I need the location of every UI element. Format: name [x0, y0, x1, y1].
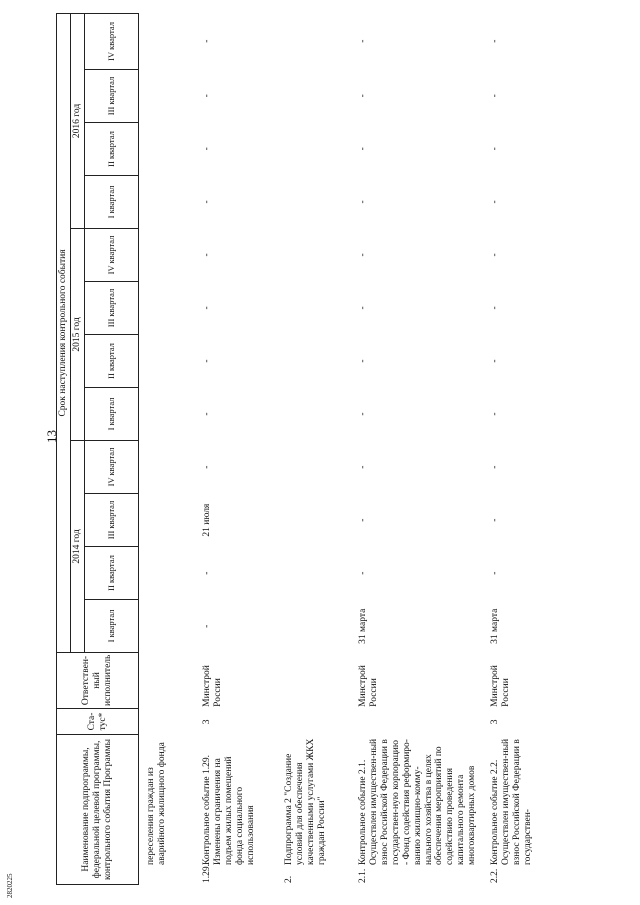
header-year-2016: 2016 год — [71, 13, 85, 228]
row-term-cell: - — [358, 465, 368, 469]
row-status: 3 — [490, 719, 500, 725]
page-number: 13 — [44, 430, 59, 443]
row-term-cell — [144, 334, 200, 387]
header-quarter: I квартал — [85, 387, 139, 440]
row-term-cell: - — [358, 518, 368, 522]
row-term-cell — [282, 388, 356, 441]
table-row — [200, 13, 282, 885]
row-term-cell — [144, 122, 200, 175]
row-term-cell: - — [490, 518, 500, 522]
row-term-cell — [282, 494, 356, 547]
row-term-cell: - — [202, 200, 212, 204]
row-term-cell: - — [202, 253, 212, 257]
row-term-cell: - — [490, 359, 500, 363]
row-term-cell — [282, 334, 356, 387]
row-term-cell — [144, 13, 200, 69]
row-term-cell: - — [358, 200, 368, 204]
header-quarter: IV квартал — [85, 440, 139, 493]
header-quarter: I квартал — [85, 175, 139, 228]
header-quarter: II квартал — [85, 122, 139, 175]
row-term-cell — [144, 600, 200, 653]
row-term-cell — [144, 228, 200, 281]
header-name: Наименование подпрограммы, федеральной целевой программы, контрольного события Программы — [57, 734, 139, 884]
table-row — [488, 13, 584, 885]
table-row — [356, 13, 488, 885]
row-term-cell: - — [490, 571, 500, 575]
row-term-cell: - — [358, 253, 368, 257]
document-code: 2820225 — [6, 873, 14, 898]
row-term-cell: - — [202, 39, 212, 43]
row-term-cell: - — [358, 39, 368, 43]
table-row — [282, 13, 356, 885]
row-number: 1.29. — [202, 864, 212, 883]
row-term-cell — [144, 388, 200, 441]
row-term-cell — [282, 441, 356, 494]
header-status: Ста-тус* — [57, 708, 139, 734]
row-term-cell: - — [202, 306, 212, 310]
row-term-cell — [144, 494, 200, 547]
row-executor — [144, 653, 200, 709]
row-term-cell: - — [490, 253, 500, 257]
header-quarter: II квартал — [85, 546, 139, 599]
row-number — [144, 867, 200, 885]
row-status — [144, 709, 200, 735]
header-quarter: III квартал — [85, 281, 139, 334]
row-term-cell: - — [202, 624, 212, 628]
row-term-cell: - — [490, 200, 500, 204]
header-year-2014: 2014 год — [71, 440, 85, 652]
row-term-cell: - — [358, 306, 368, 310]
control-events-table — [56, 13, 139, 885]
row-name: Контрольное событие 2.2. Осуществлен имуществен-ный взнос Российской Федерации в государствен- — [490, 738, 533, 865]
row-executor: Минстрой России — [202, 665, 223, 707]
row-term-cell: - — [358, 412, 368, 416]
header-quarter: II квартал — [85, 334, 139, 387]
header-quarter: III квартал — [85, 69, 139, 122]
row-term-cell: - — [490, 39, 500, 43]
header-quarter: I квартал — [85, 599, 139, 652]
row-number: 2.2. — [490, 868, 500, 883]
row-term-cell: - — [358, 94, 368, 98]
row-number: 2.1. — [358, 868, 368, 883]
row-term-cell — [282, 69, 356, 122]
header-quarter: IV квартал — [85, 228, 139, 281]
row-term-cell: - — [358, 571, 368, 575]
row-term-cell: - — [490, 94, 500, 98]
row-executor — [282, 653, 356, 709]
table-body — [144, 13, 584, 885]
row-term-cell — [282, 547, 356, 600]
row-term-cell: - — [202, 412, 212, 416]
row-number: 2. — [284, 875, 294, 883]
row-term-cell: 31 марта — [490, 608, 500, 644]
row-term-cell — [144, 441, 200, 494]
row-status — [356, 709, 488, 735]
row-status: 3 — [202, 719, 212, 725]
row-term-cell — [282, 175, 356, 228]
row-term-cell — [282, 600, 356, 653]
row-term-cell — [144, 547, 200, 600]
row-name: переселения граждан из аварийного жилищного фонда — [146, 742, 167, 865]
row-name: Подпрограмма 2 "Создание условий для обеспечения качественными услугами ЖКХ граждан России" — [284, 738, 327, 865]
row-executor: Минстрой России — [358, 665, 379, 707]
row-term-cell — [282, 281, 356, 334]
header-term: Срок наступления контрольного события — [57, 13, 71, 652]
row-name: Контрольное событие 1.29. Изменены ограничения на подъем жилых помещений фонда социального использования — [202, 755, 256, 865]
row-term-cell — [282, 13, 356, 69]
row-term-cell: 31 марта — [358, 608, 368, 644]
row-term-cell: - — [202, 465, 212, 469]
row-term-cell — [144, 175, 200, 228]
row-term-cell: - — [490, 412, 500, 416]
header-year-2015: 2015 год — [71, 228, 85, 440]
row-term-cell: - — [202, 571, 212, 575]
row-term-cell — [282, 228, 356, 281]
row-term-cell: - — [358, 147, 368, 151]
row-executor: Минстрой России — [490, 665, 511, 707]
row-term-cell: - — [202, 147, 212, 151]
row-term-cell: - — [490, 306, 500, 310]
row-term-cell: 21 июля — [202, 503, 212, 537]
row-term-cell — [144, 281, 200, 334]
header-executor: Ответствен-ный исполнитель — [57, 652, 139, 708]
row-term-cell: - — [358, 359, 368, 363]
row-term-cell — [144, 69, 200, 122]
row-name: Контрольное событие 2.1. Осуществлен имуществен-ный взнос Российской Федерации в государствен-ную корпорацию - Фонд содействия реформиро-ванию жилищно-комму-нального хозяйства в целях обеспечения мероприятий по содействию проведения капитального ремонта многоквартирных домов — [358, 738, 478, 865]
table-row — [144, 13, 200, 885]
header-quarter: III квартал — [85, 493, 139, 546]
rotated-page-content — [56, 5, 616, 885]
row-term-cell: - — [202, 94, 212, 98]
row-term-cell: - — [490, 147, 500, 151]
row-term-cell — [282, 122, 356, 175]
row-status — [282, 709, 356, 735]
row-term-cell: - — [490, 465, 500, 469]
header-quarter: IV квартал — [85, 13, 139, 69]
row-term-cell: - — [202, 359, 212, 363]
